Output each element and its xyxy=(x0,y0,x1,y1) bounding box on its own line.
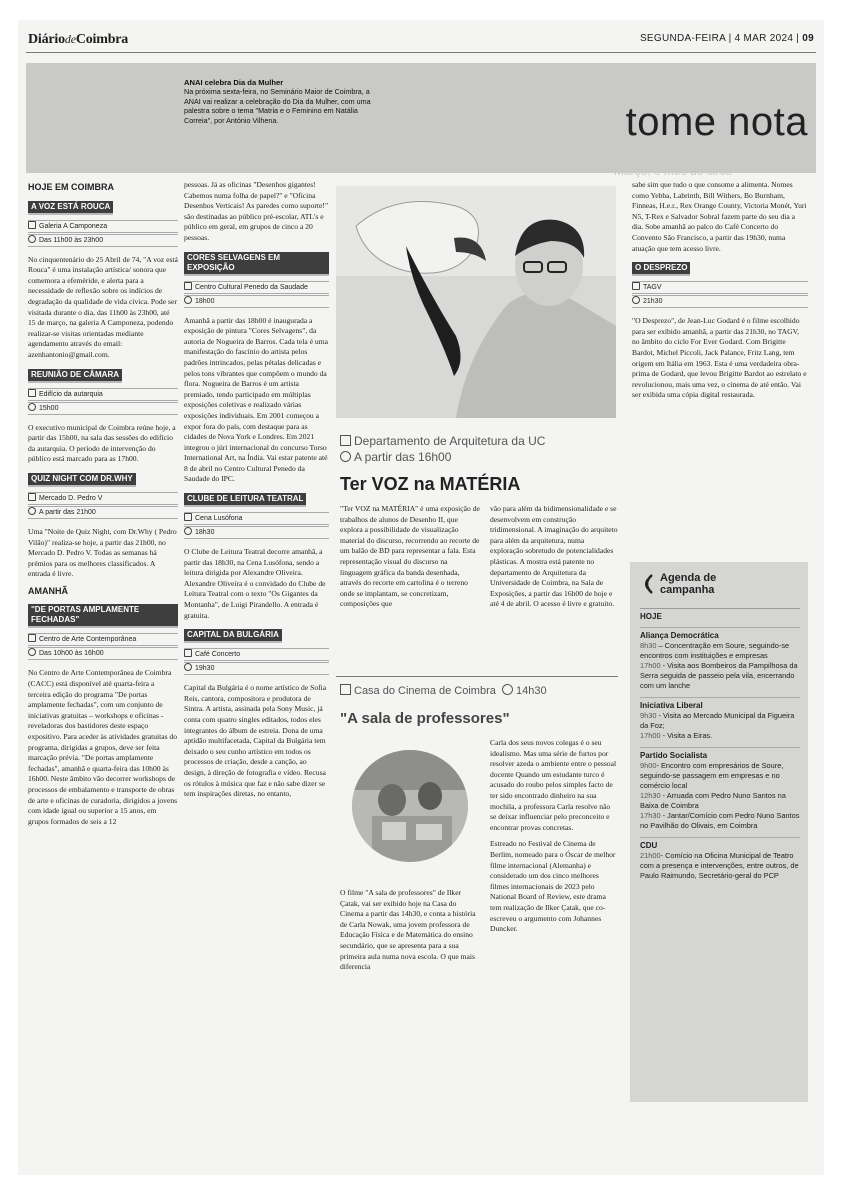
agenda-item xyxy=(640,731,800,741)
feature2-photo xyxy=(352,750,468,862)
masthead-de: de xyxy=(64,32,76,46)
time-text: Das 10h00 às 16h00 xyxy=(39,650,104,658)
location-icon xyxy=(632,282,640,290)
venue-text: Casa do Cinema de Coimbra xyxy=(354,685,496,697)
feature2-body-a xyxy=(340,888,480,979)
agenda-item-text: - Visita ao Mercado Municipal da Figueira da Foz; xyxy=(640,711,795,730)
weekday: SEGUNDA-FEIRA xyxy=(639,33,726,44)
venue-text: Departamento de Arquitetura da UC xyxy=(354,434,546,448)
agenda-title-line-2: campanha xyxy=(660,584,715,596)
event-time xyxy=(184,295,329,308)
place-text: Mercado D. Pedro V xyxy=(39,494,103,502)
agenda-item-text: - Arruada com Pedro Nuno Santos na Baixa de Coimbra xyxy=(640,791,786,810)
masthead-title: Diário xyxy=(28,32,65,47)
feature1-text-a: "Ter VOZ na MATÉRIA" é uma exposição de trabalhos de alunos de Desenho II, que explora a possibilidade de visualização material do discurso, recorrendo ao recorte de um balão de BD para representar a fala. Esta representação visual do discurso na linguagem gráfica da banda desenhada, através do recorte em cartolina é o terreno onde se implantam, se concretizam, composições que xyxy=(340,504,480,609)
place-text: Café Concerto xyxy=(195,651,241,659)
clock-icon xyxy=(340,451,351,462)
event-body: Uma "Noite de Quiz Night, com Dr.Why ( Pedro Vilão)" realiza-se hoje, a partir das 21h00, no Mercado D. Pedro V. Todas as semanas há prémios para os melhores classificados. A entrada é livre. xyxy=(28,526,177,579)
event-time xyxy=(28,234,178,247)
agenda-item xyxy=(640,661,800,691)
place-text: Edifício da autarquia xyxy=(39,390,103,398)
masthead xyxy=(28,32,128,48)
feature-photo xyxy=(336,186,616,418)
agenda-item-text: - Comício na Oficina Municipal de Teatro com a presença e intervenções, entre outros, de Paulo Raimundo, Secretário-geral do PCP xyxy=(640,851,799,880)
event-body: Capital da Bulgária é o nome artístico de Sofia Reis, cantora, compositora e produtora de Sintra. A artista, assinada pela Sony Music, já conta com quatro singles editados, todos eles integrantes do álbum de estreia. Dona de uma aptidão multifacetada, Capital da Bulgária tem deixado o seu cunho artístico em todos os processos de criação, desde a canção, ao design, à direção de fotografia e vídeo. Recusa os rótulos à música que faz e não sabe dizer se tem inspirações diretas, no entanto, xyxy=(184,683,327,799)
time-text: 15h00 xyxy=(39,404,59,412)
event-body: No cinquentenário do 25 Abril de 74, "A voz está Rouca" é uma instalação artística/ sonora que comemora a efeméride, e alerta para a necessidade de reflexão sobre os indícios de degradação da qualidade de vida cívica. Pode ser visitada durante o dia, das 11h00 às 23h00, até 15 de março, na galeria A Camponeza, podendo realizar-se visitas orientadas mediante agendamento através do email: azenhantonio@gmail.com. xyxy=(28,254,178,359)
event-place xyxy=(184,648,329,661)
clock-icon xyxy=(184,663,192,671)
page-number: 09 xyxy=(802,33,814,44)
dateline: SEGUNDA-FEIRA | 4 MAR 2024 | 09 xyxy=(639,33,814,44)
clock-icon xyxy=(184,527,192,535)
agenda-item xyxy=(640,851,800,881)
location-icon xyxy=(184,282,192,290)
clock-icon xyxy=(28,403,36,411)
agenda-item-time: 17h00 xyxy=(640,731,661,740)
feature-divider xyxy=(336,676,618,677)
agenda-party-name: Partido Socialista xyxy=(640,747,800,760)
time-text: 19h30 xyxy=(195,665,215,673)
agenda-title xyxy=(660,572,716,596)
agenda-header xyxy=(640,572,800,596)
event-place xyxy=(28,492,178,505)
event-place xyxy=(28,633,178,646)
agenda-item-text: - Jantar/Comício com Pedro Nuno Santos no Pavilhão do Olivais, em Coimbra xyxy=(640,811,800,830)
event-time xyxy=(184,526,329,539)
continued-text: pessoas. Já as oficinas "Desenhos gigantes! Cabemos numa folha de papel?" e "Oficina Desenhos Verticais! As paredes como suporte!" são destinadas ao público pré-escolar, ATL's e público em geral, em grupos de cinco a 20 pessoas. xyxy=(184,180,329,242)
feature2-body-b xyxy=(490,738,618,941)
section-today: HOJE EM COIMBRA xyxy=(28,182,115,192)
feature1-body-a xyxy=(340,504,480,616)
time-text: 14h30 xyxy=(515,685,547,697)
clock-icon xyxy=(632,296,640,304)
agenda-content xyxy=(640,572,800,881)
feature1-time xyxy=(340,450,630,464)
location-icon xyxy=(184,649,192,657)
issue-date: 4 MAR 2024 xyxy=(734,33,794,44)
event-place xyxy=(632,281,808,294)
masthead-rule xyxy=(26,52,816,53)
clock-icon xyxy=(502,684,513,695)
agenda-item xyxy=(640,641,800,661)
location-icon xyxy=(28,493,36,501)
clock-icon xyxy=(28,648,36,656)
event-body: No Centro de Arte Contemporânea de Coimbra (CACC) está disponível até quarta-feira a terceira edição do programa "De portas amplamente fechadas", com um conjunto de iniciativas gratuitas – workshops e oficinas - reveladoras dos bastidores deste espaço expositivo. Para aceder às atividades gratuitas do programa, dirigidas a grupos, deve ser feita marcação prévia. "De portas amplamente fechadas", amanhã e quarta-feira das 10h00 às 16h00. Neste âmbito vão decorrer workshops de processos de embalamento e transporte de obras de arte e oficinas de curadoria, dirigidos a jovens com idade igual ou superior a 15 anos, em grupos formados de seis a 12 xyxy=(28,668,178,826)
clock-icon xyxy=(28,507,36,515)
agenda-item xyxy=(640,711,800,731)
event-time xyxy=(184,662,329,675)
newspaper-page xyxy=(18,20,824,1175)
event-tag: A VOZ ESTÁ ROUCA xyxy=(28,201,113,215)
agenda-item-text: – Concentração em Soure, seguindo-se encontros com instituições e empresas xyxy=(640,641,790,660)
time-text: Das 11h00 às 23h00 xyxy=(39,236,104,244)
clock-icon xyxy=(184,296,192,304)
event-tag: CAPITAL DA BULGÁRIA xyxy=(184,629,282,643)
event-place xyxy=(28,220,178,233)
place-text: Centro de Arte Contemporânea xyxy=(39,636,137,644)
clock-icon xyxy=(28,235,36,243)
feature2-venue xyxy=(340,684,630,698)
event-time xyxy=(28,647,178,660)
event-place xyxy=(184,512,329,525)
agenda-item-text: - Visita a Eiras. xyxy=(660,731,713,740)
agenda-item-time: 17h00 xyxy=(640,661,661,670)
feature1-headline: Ter VOZ na MATÉRIA xyxy=(340,474,521,494)
feature1-body-b xyxy=(490,504,618,616)
agenda-party-name: Iniciativa Liberal xyxy=(640,697,800,710)
location-icon xyxy=(340,684,351,695)
time-text: A partir das 16h00 xyxy=(354,450,452,464)
banner-note xyxy=(184,78,384,125)
time-text: 21h30 xyxy=(643,298,663,306)
place-text: TAGV xyxy=(643,284,662,292)
event-body: O Clube de Leitura Teatral decorre amanhã, a partir das 18h30, na Cena Lusófona, sendo a leitura dirigida por Alexandre Oliveira. Alexandre Oliveira é o convidado do Clube de Leitura Teatral com o texto "Os Gigantes da Montanha", de Luigi Pirandello. A entrada é gratuita. xyxy=(184,547,326,620)
location-icon xyxy=(28,634,36,642)
feature1-venue xyxy=(340,434,630,448)
column-1 xyxy=(28,178,178,833)
event-body: O executivo municipal de Coimbra reúne hoje, a partir das 15h00, na sala das sessões do edifício da autarquia. O período de intervenção do público está marcado para as 17h00. xyxy=(28,422,176,464)
section-tomorrow: AMANHÃ xyxy=(28,585,68,596)
event-body: Amanhã a partir das 18h00 é inaugurada a exposição de pintura "Cores Selvagens", da autoria de Nogueira de Barros. Cada tela é uma manifestação do fascínio do artista pelos padrões intrincados, pelas pétalas delicadas e pelos tons vibrantes que compõem o mundo da flora. Nogueira de Barros é um artista premiado, tendo participado em múltiplas exposições coletivas e realizado várias exposições individuais. Em 2001 começou a expor fora do país, com destaque para as cidades de Nova York e Londres. Em 2021 integrou o júri internacional do concurso Torso International Art, na Índia. Vai estar patente até 8 de abril no Centro Cultural Penedo da Saudade do IPC. xyxy=(184,315,329,484)
location-icon xyxy=(340,435,351,446)
time-text: 18h00 xyxy=(195,297,215,305)
agenda-list xyxy=(640,627,800,881)
location-icon xyxy=(28,221,36,229)
agenda-item-time: 9h00 xyxy=(640,761,657,770)
agenda-item-time: 17h30 xyxy=(640,811,661,820)
agenda-party-name: CDU xyxy=(640,837,800,850)
feature2-text-b2: Estreado no Festival de Cinema de Berlim, nomeado para o Óscar de melhor filme internacional (Alemanha) e considerado um dos cinco melhores filmes internacionais de 2023 pelo National Board of Review, este drama tem realização de Ilker Çatak, que co-escreveu o argumento com Johannes Duncker. xyxy=(490,839,616,934)
place-text: Galeria A Camponeza xyxy=(39,222,108,230)
show-through-text: Março, o mês do circo xyxy=(613,164,732,178)
column-4 xyxy=(632,180,808,407)
note-text: Na próxima sexta-feira, no Seminário Maior de Coimbra, a ANAI vai realizar a celebração do Dia da Mulher, com uma palestra sobre o tema "Matria e o Feminino em Natália Correia", por António Vilhena. xyxy=(184,87,371,125)
agenda-item xyxy=(640,791,800,811)
agenda-title-line-1: Agenda de xyxy=(660,572,717,584)
event-tag: REUNIÃO DE CÂMARA xyxy=(28,369,122,383)
agenda-item-text: - Visita aos Bombeiros da Pampilhosa da Serra seguida de passeio pela vila, encerrando com um lanche xyxy=(640,661,798,690)
agenda-item xyxy=(640,761,800,791)
masthead-city: Coimbra xyxy=(75,32,129,47)
continued-text: sabe sim que tudo o que consome a alimenta. Nomes como Yebba, Labrinth, Bill Withers, Bo Burnham, Finneas, H.e.r., Rex Orange County, Victoria Monét, Yuri N5, T-Rex e Salvador Sobral fazem parte do seu dia a dia. Sobe amanhã ao palco do Café Concerto do Convento São Francisco, a partir das 19h30, numa atuação que tem acesso livre. xyxy=(632,180,807,253)
event-tag: CORES SELVAGENS EM EXPOSIÇÃO xyxy=(184,252,329,276)
student-with-speech-balloon-photo xyxy=(336,186,616,418)
section-title: tome nota xyxy=(625,100,808,144)
event-tag: "DE PORTAS AMPLAMENTE FECHADAS" xyxy=(28,604,178,628)
event-place xyxy=(184,281,329,294)
megaphone-icon xyxy=(640,573,654,595)
location-icon xyxy=(28,389,36,397)
note-title: ANAI celebra Dia da Mulher xyxy=(184,78,284,87)
place-text: Centro Cultural Penedo da Saudade xyxy=(195,283,308,291)
agenda-item-time: 21h00 xyxy=(640,851,661,860)
event-place xyxy=(28,388,178,401)
column-2 xyxy=(184,180,329,806)
time-text: A partir das 21h00 xyxy=(39,508,96,516)
place-text: Cena Lusófona xyxy=(195,515,243,523)
agenda-item xyxy=(640,811,800,831)
agenda-item-text: - Encontro com empresários de Soure, seguindo-se passagem em empresas e no comércio local xyxy=(640,761,784,790)
feature2-headline: "A sala de professores" xyxy=(340,710,510,727)
agenda-item-time: 9h30 xyxy=(640,711,657,720)
agenda-item-time: 12h30 xyxy=(640,791,661,800)
event-time xyxy=(632,295,808,308)
campaign-agenda xyxy=(630,562,808,1102)
event-tag: QUIZ NIGHT COM DR.WHY xyxy=(28,473,136,487)
feature2-text-a: O filme "A sala de professores" de Ilker Çatak, vai ser exibido hoje na Casa do Cinema a partir das 14h30, e conta a história de Carla Nowak, uma jovem professora de Educação Física e de Matemática do ensino secundário, que se apresenta para a sua primeira aula numa nova escola. O que mais diferencia xyxy=(340,888,476,972)
agenda-party-name: Aliança Democrática xyxy=(640,627,800,640)
event-tag: CLUBE DE LEITURA TEATRAL xyxy=(184,493,306,507)
feature2-text-b1: Carla dos seus novos colegas é o seu idealismo. Mas uma série de furtos por resolver azeda o ambiente entre o pessoal docente Quando um estudante turco é acusado do roubo pelos simples facto de ter sido encontrado dinheiro na sua mochila, a professora Carla resolve não se deixar influenciar pelo preconceito e encontrar provas concretas. xyxy=(490,738,617,832)
location-icon xyxy=(184,513,192,521)
agenda-item-time: 8h30 xyxy=(640,641,657,650)
event-body: "O Desprezo", de Jean-Luc Godard é o filme escolhido para ser exibido amanhã, a partir das 21h30, no TAGV, no âmbito do ciclo For Ever Godard. Com Brigitte Bardot, Michel Piccoli, Jack Palance, Fritz Lang, tem origem em Itália em 1963. Esta é uma verdadeira obra-prima de Godard, que levou Brigitte Bardot ao estrelato e revolucionou, mais uma vez, o cinema de até então. Vai ser exibida uma cópia digital restaurada. xyxy=(632,316,807,400)
time-text: 18h30 xyxy=(195,529,215,537)
event-time xyxy=(28,506,178,519)
event-time xyxy=(28,402,178,415)
agenda-day: HOJE xyxy=(640,608,800,621)
classroom-photo xyxy=(352,750,468,862)
event-tag: O DESPREZO xyxy=(632,262,690,276)
feature1-text-b: vão para além da bidimensionalidade e se desenvolvem em construção tridimensional. A imaginação do arquiteto para além da arquitetura, numa exploração sobretudo de potencialidades plásticas. A mostra está patente no departamento de Arquitetura da Universidade de Coimbra, na Sala de Exposições, a partir das 16h00 de hoje e até 4 de abril. O acesso é livre e gratuito. xyxy=(490,504,618,609)
